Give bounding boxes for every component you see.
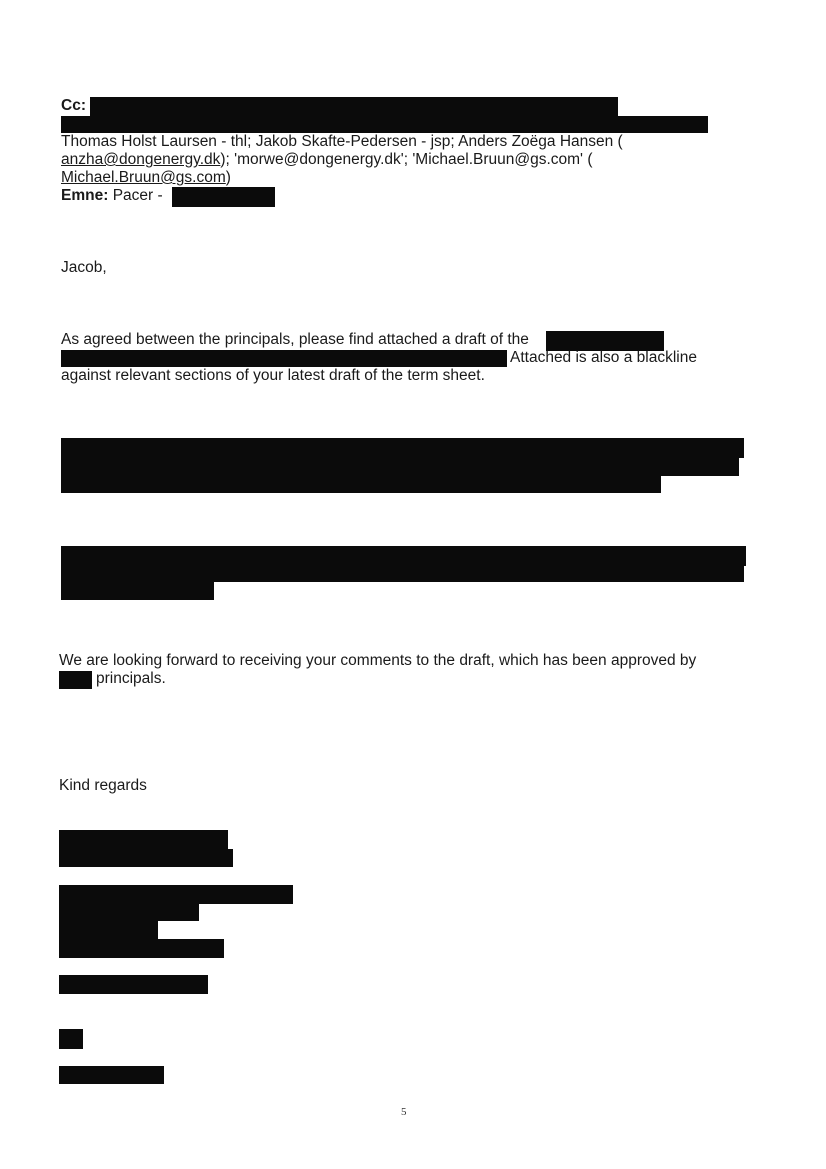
paragraph-1-line-3: against relevant sections of your latest draft of the term sheet. (61, 367, 485, 384)
paragraph-4-line-1: We are looking forward to receiving your comments to the draft, which has been approved by (59, 652, 697, 669)
redaction-signature-name-2 (59, 849, 233, 867)
redaction-paragraph-3-line-1 (61, 546, 746, 566)
redaction-paragraph-2-line-3 (61, 475, 661, 493)
redaction-para1-b (61, 350, 507, 367)
cc-label: Cc: (61, 97, 86, 114)
redaction-subject (172, 187, 275, 207)
page-number: 5 (401, 1106, 407, 1118)
redaction-signature-phone-label (59, 1029, 83, 1049)
redaction-signature-title-4 (59, 939, 224, 958)
redaction-para1-a (546, 331, 664, 351)
redaction-signature-phone (59, 1066, 164, 1084)
redaction-cc-recipients-2 (61, 116, 708, 133)
cc-recipients-line-3-rest: ) (225, 169, 231, 186)
paragraph-4-line-2: principals. (96, 670, 166, 687)
cc-recipients-line-3 (61, 169, 231, 187)
cc-recipients-line-2 (61, 151, 592, 169)
subject-text: Pacer - (112, 187, 163, 204)
greeting: Jacob, (61, 259, 107, 276)
redaction-paragraph-2-line-1 (61, 438, 744, 458)
email-link-michael-bruun[interactable]: Michael.Bruun@gs.com (61, 169, 226, 186)
redaction-signature-company (59, 975, 208, 994)
paragraph-1-line-1: As agreed between the principals, please find attached a draft of the (61, 331, 529, 348)
cc-recipients-line-2-rest: ); 'morwe@dongenergy.dk'; 'Michael.Bruun@gs.com' ( (220, 151, 593, 168)
redaction-paragraph-3-line-3 (61, 581, 214, 600)
redaction-signature-title-2 (59, 903, 199, 921)
redaction-para4 (59, 671, 92, 689)
redaction-signature-title-3 (59, 920, 158, 940)
subject-label: Emne: (61, 187, 109, 204)
redaction-signature-title-1 (59, 885, 293, 904)
paragraph-1-line-2: Attached is also a blackline (510, 349, 697, 366)
redaction-paragraph-3-line-2 (61, 565, 744, 582)
email-link-anzha[interactable]: anzha@dongenergy.dk (61, 151, 221, 168)
cc-recipients-line-1: Thomas Holst Laursen - thl; Jakob Skafte-Pedersen - jsp; Anders Zoëga Hansen ( (61, 133, 623, 150)
redaction-cc-recipients-1 (90, 97, 618, 116)
subject-line (61, 187, 163, 205)
redaction-signature-name-1 (59, 830, 228, 850)
redaction-paragraph-2-line-2 (61, 457, 739, 476)
closing: Kind regards (59, 777, 147, 794)
